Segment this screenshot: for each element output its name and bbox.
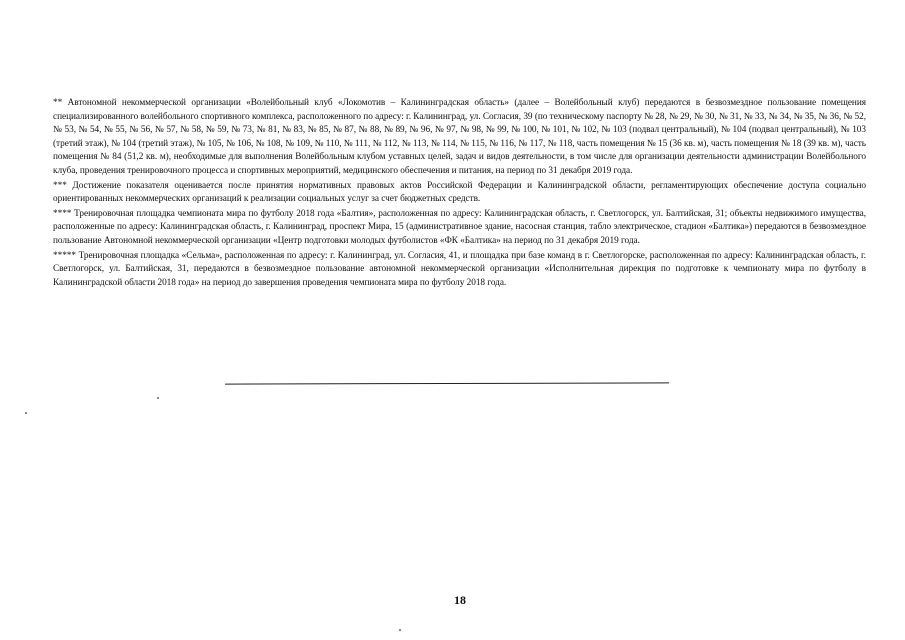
separator-line [225,382,669,385]
scan-speck [157,397,159,399]
footnote-baltia-training-ground: **** Тренировочная площадка чемпионата мира по футболу 2018 года «Балтия», расположенная по адресу: Калининградская область, г. Светлогорск, ул. Балтийская, 31; объекты недвижимого имущества, расположенные по адресу: Калининградская область, г. Калининград, проспект Мира, 15 (административное здание, насосная станция, табло электрическое, стадион «Балтика») передаются в безвозмездное пользование Автономной некоммерческой организации «Центр подготовки молодых футболистов «ФК «Балтика» на период по 31 декабря 2019 года. [53,208,866,246]
footnotes-block [53,97,866,291]
footnote-indicator-assessment: *** Достижение показателя оценивается после принятия нормативных правовых актов Российской Федерации и Калининградской области, регламентирующих обеспечение доступа социально ориентированных некоммерческих организаций к реализации социальных услуг за счет бюджетных средств. [53,180,866,205]
scan-speck [25,412,27,414]
footnote-volleyball-club: ** Автономной некоммерческой организации «Волейбольный клуб «Локомотив – Калининградская область» (далее – Волейбольный клуб) передаются в безвозмездное пользование помещения специализированного волейбольного спортивного комплекса, расположенного по адресу: г. Калининград, ул. Согласия, 39 (по техническому паспорту № 28, № 29, № 30, № 31, № 33, № 34, № 35, № 36, № 52, № 53, № 54, № 55, № 56, № 57, № 58, № 59, № 73, № 81, № 83, № 85, № 87, № 88, № 89, № 96, № 97, № 98, № 99, № 100, № 101, № 102, № 103 (подвал центральный), № 104 (подвал центральный), № 103 (третий этаж), № 104 (третий этаж), № 105, № 106, № 108, № 109, № 110, № 111, № 112, № 113, № 114, № 115, № 116, № 117, № 118, часть помещения № 15 (36 кв. м), часть помещения № 18 (39 кв. м), часть помещения № 84 (51,2 кв. м), необходимые для выполнения Волейбольным клубом уставных целей, задач и видов деятельности, в том числе для организации деятельности администрации Волейбольного клуба, проведения тренировочного процесса и спортивных мероприятий, медицинского обеспечения и питания, на период по 31 декабря 2019 года. [53,98,866,176]
footnote-selma-training-ground: ***** Тренировочная площадка «Сельма», расположенная по адресу: г. Калининград, ул. Согласия, 41, и площадка при базе команд в г. Светлогорске, расположенная по адресу: Калининградская область, г. Светлогорск, ул. Балтийская, 31, передаются в безвозмездное пользование автономной некоммерческой организации «Исполнительная дирекция по подготовке к чемпионату мира по футболу в Калининградской области 2018 года» на период до завершения проведения чемпионата мира по футболу 2018 года. [53,250,866,288]
scan-speck [399,629,401,631]
page-number: 18 [454,593,466,607]
